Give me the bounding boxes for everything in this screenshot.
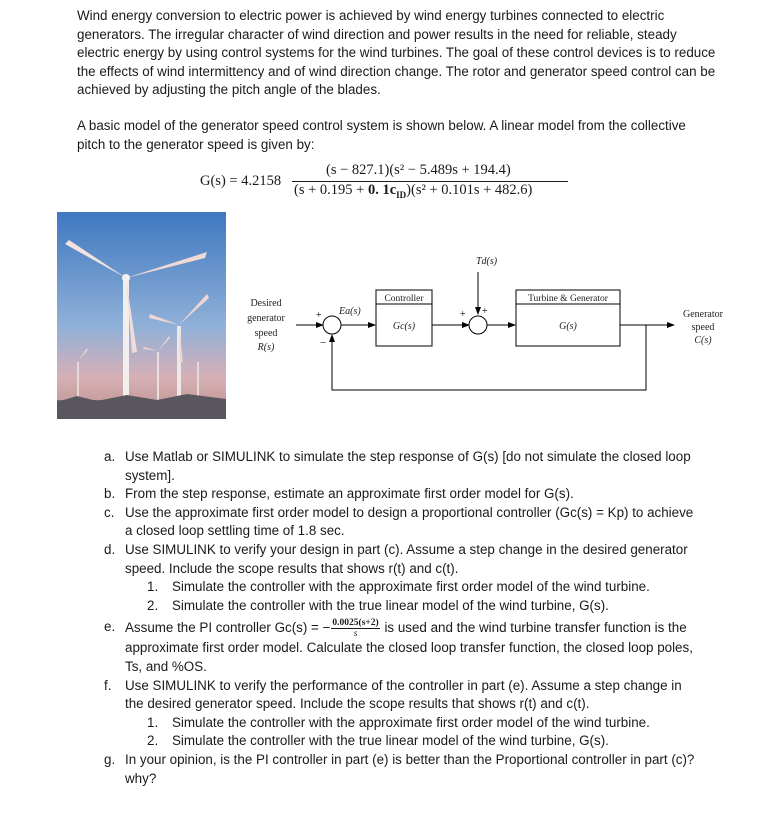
pi-fraction-denominator: s xyxy=(353,629,358,640)
question-d-sub-2-text: Simulate the controller with the true linear model of the wind turbine, G(s). xyxy=(172,597,609,613)
question-f-sub-2-text: Simulate the controller with the true linear model of the wind turbine, G(s). xyxy=(172,733,609,749)
equation-lhs: G(s) = 4.2158 xyxy=(200,173,282,189)
input-label-line4: R(s) xyxy=(257,342,275,353)
summing-junction-2 xyxy=(469,316,487,334)
equation-denominator: (s + 0.195 + 0. $1c_{ID})(s^2 + 0.101s + 482.6)$ xyxy=(294,182,533,200)
summing-junction-1 xyxy=(323,316,341,334)
question-list xyxy=(0,448,740,788)
question-f-sub-1 xyxy=(0,714,700,733)
sum1-minus-sign: − xyxy=(320,337,327,349)
pi-controller-fraction xyxy=(331,618,379,639)
question-c-marker: c. xyxy=(104,504,115,520)
question-e xyxy=(0,618,700,676)
question-d-text: Use SIMULINK to verify your design in part (c). Assume a step change in the desired generator speed. Include the scope results that shows r(t) and c(t). xyxy=(125,541,688,576)
question-d-marker: d. xyxy=(104,541,116,557)
pi-fraction-numerator: 0.0025(s+2) xyxy=(332,618,379,629)
question-a xyxy=(0,448,700,485)
sub-marker-2: 2. xyxy=(147,597,159,613)
question-d xyxy=(0,541,700,615)
wind-turbine-photo xyxy=(57,212,226,419)
output-label-line2: speed xyxy=(691,322,715,333)
model-paragraph: A basic model of the generator speed control system is shown below. A linear model from the collective pitch to the generator speed is given by: xyxy=(77,118,686,152)
controller-title: Controller xyxy=(384,294,424,304)
sum2-top-plus-sign: + xyxy=(482,306,488,317)
question-d-sub-1-text: Simulate the controller with the approximate first order model of the wind turbine. xyxy=(172,579,650,595)
sub-marker-1: 1. xyxy=(147,579,159,595)
question-b xyxy=(0,485,700,504)
question-c xyxy=(0,504,700,541)
question-g xyxy=(0,751,700,788)
sum1-plus-sign: + xyxy=(316,310,322,321)
question-b-marker: b. xyxy=(104,486,116,502)
question-b-text: From the step response, estimate an approximate first order model for G(s). xyxy=(125,486,574,502)
sub-marker-1: 1. xyxy=(147,714,159,730)
disturbance-label: Td(s) xyxy=(476,256,498,267)
question-f xyxy=(0,677,700,751)
input-label-line1: Desired xyxy=(250,298,282,309)
question-d-sub-1 xyxy=(0,578,700,597)
question-d-sub-2 xyxy=(0,597,700,616)
sub-marker-2: 2. xyxy=(147,733,159,749)
question-f-sub-1-text: Simulate the controller with the approximate first order model of the wind turbine. xyxy=(172,714,650,730)
controller-transfer-function: Gc(s) xyxy=(392,321,416,332)
question-a-text: Use Matlab or SIMULINK to simulate the step response of G(s) [do not simulate the closed loop system]. xyxy=(125,449,691,483)
error-signal-label: Ea(s) xyxy=(339,306,361,317)
question-e-text-post: is used and the wind turbine transfer function is the approximate first order model. Calculate the closed loop transfer function, the closed loop poles, Ts, and %OS. xyxy=(125,620,693,674)
plant-transfer-function: G(s) xyxy=(559,321,577,332)
question-g-marker: g. xyxy=(104,751,116,767)
output-label-line3: C(s) xyxy=(694,335,712,346)
question-a-marker: a. xyxy=(104,449,116,464)
wind-turbine-image xyxy=(57,212,226,419)
question-f-marker: f. xyxy=(104,677,112,693)
sum2-left-plus-sign: + xyxy=(460,309,466,320)
question-f-sublist xyxy=(125,714,700,751)
equation-numerator: (s − 827.1)(s² − 5.489s + 194.4) xyxy=(326,162,511,178)
question-d-sublist xyxy=(125,578,700,615)
question-f-text: Use SIMULINK to verify the performance of the controller in part (e). Assume a step change in the desired generator speed. Include the scope results that shows r(t) and c(t). xyxy=(125,677,682,712)
plant-title: Turbine & Generator xyxy=(528,294,608,304)
question-g-text: In your opinion, is the PI controller in part (e) is better than the Proportional controller in part (c)? why? xyxy=(125,751,695,786)
input-label-line3: speed xyxy=(254,328,278,339)
question-e-text-pre: Assume the PI controller Gc(s) = − xyxy=(125,620,331,636)
output-label-line1: Generator xyxy=(683,309,723,320)
question-e-marker: e. xyxy=(104,619,116,635)
input-label-line2: generator xyxy=(247,313,285,324)
block-diagram xyxy=(236,250,736,400)
question-c-text: Use the approximate first order model to design a proportional controller (Gc(s) = Kp) to achieve a closed loop settling time of 1.8 sec. xyxy=(125,504,694,539)
question-f-sub-2 xyxy=(0,732,700,751)
intro-paragraph: Wind energy conversion to electric power is achieved by wind energy turbines connected to electric generators. The irregular character of wind direction and power results in the need for reliable, steady electric energy by using control systems for the wind turbines. The goal of these control devices is to reduce the effects of wind intermittency and of wind direction change. The rotor and generator speed control can be achieved by adjusting the pitch angle of the blades. xyxy=(77,8,716,98)
